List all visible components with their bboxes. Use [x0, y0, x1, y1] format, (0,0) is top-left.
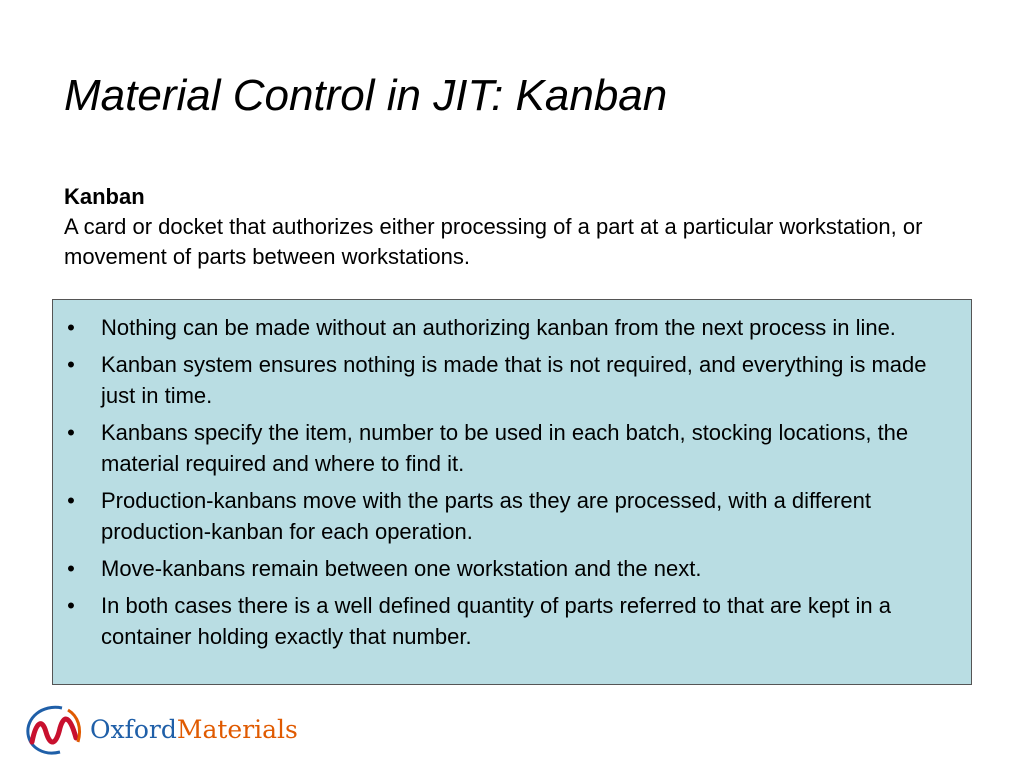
logo-word-materials: Materials	[176, 715, 298, 744]
bullet-text: In both cases there is a well defined quantity of parts referred to that are kept in a container holding exactly that number.	[101, 593, 892, 649]
bullet-marker: •	[67, 488, 75, 513]
bullet-item	[61, 485, 947, 547]
logo-word-oxford: Oxford	[90, 715, 177, 744]
bullet-text: Kanbans specify the item, number to be used in each batch, stocking locations, the material required and where to find it.	[101, 420, 909, 476]
bullet-box	[52, 299, 972, 685]
logo-red-m	[32, 719, 76, 742]
bullet-text: Kanban system ensures nothing is made that is not required, and everything is made just in time.	[101, 352, 927, 408]
bullet-marker: •	[67, 420, 75, 445]
bullet-item	[61, 417, 947, 479]
slide-title: Material Control in JIT: Kanban	[64, 71, 668, 120]
bullet-item	[61, 312, 947, 343]
bullet-item	[61, 349, 947, 411]
oxford-materials-m-logo-icon	[22, 702, 84, 758]
definition-text: A card or docket that authorizes either processing of a part at a particular workstation, or movement of parts between workstations.	[64, 214, 923, 269]
bullet-text: Move-kanbans remain between one workstation and the next.	[101, 556, 702, 581]
bullet-marker: •	[67, 593, 75, 618]
bullet-marker: •	[67, 556, 75, 581]
bullet-marker: •	[67, 352, 75, 377]
bullet-text: Production-kanbans move with the parts as they are processed, with a different production-kanban for each operation.	[101, 488, 872, 544]
definition-term: Kanban	[64, 184, 145, 209]
bullet-item	[61, 590, 947, 652]
bullet-list	[61, 312, 947, 652]
oxford-materials-logo	[22, 702, 298, 758]
logo-wordmark	[90, 715, 298, 745]
kanban-definition	[64, 182, 964, 272]
bullet-text: Nothing can be made without an authorizing kanban from the next process in line.	[101, 315, 896, 340]
bullet-marker: •	[67, 315, 75, 340]
bullet-item	[61, 553, 947, 584]
